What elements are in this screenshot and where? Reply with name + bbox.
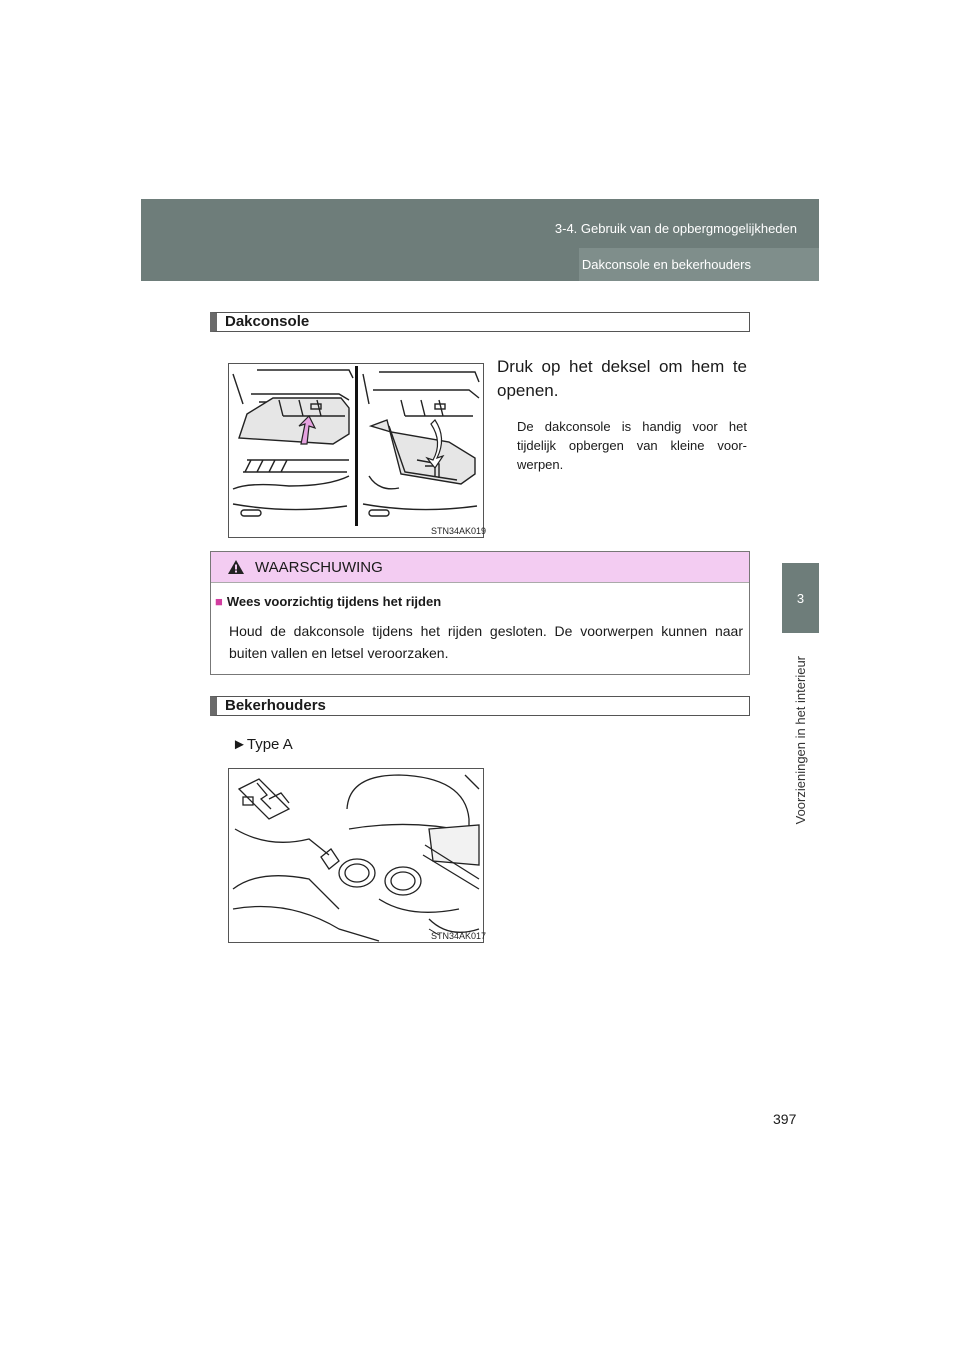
warning-body: Houd de dakconsole tijdens het rijden gesloten. De voorwerpen kunnen naar buiten vallen en letsel veroorzaken. (229, 623, 743, 661)
warning-box (210, 551, 750, 675)
type-label (232, 736, 293, 753)
chapter-tab-number: 3 (782, 563, 819, 633)
section-title-text: Dakconsole en bekerhouders (581, 257, 751, 272)
instruction-text: Druk op het deksel om hem te openen. (497, 357, 747, 400)
bekerhouders-figure (228, 768, 487, 943)
bullet-square-icon: ■ (215, 594, 223, 609)
note-text: De dakconsole is handig voor het tijdelijk opbergen van kleine voor-werpen. (517, 419, 747, 472)
overhead-console-illustration (229, 364, 483, 537)
type-label-text: Type A (246, 736, 293, 753)
figure-code: STN34AK017 (431, 931, 487, 941)
pointer-triangle-icon: ► (232, 736, 247, 753)
page-number: 397 (773, 1111, 797, 1127)
chapter-tab-label (782, 640, 819, 840)
bekerhouders-heading: Bekerhouders (210, 696, 750, 716)
figure-code: STN34AK019 (431, 526, 487, 536)
dakconsole-heading: Dakconsole (210, 312, 750, 332)
warning-header (211, 552, 749, 583)
warning-triangle-icon (227, 559, 245, 575)
cup-holder-illustration (229, 769, 483, 942)
dakconsole-figure (228, 363, 487, 538)
chapter-tab-label-text: Voorzieningen in het interieur (793, 655, 808, 825)
chapter-title: 3-4. Gebruik van de opbergmogelijkheden (554, 221, 797, 236)
warning-subheading (215, 594, 441, 609)
warning-title: WAARSCHUWING (255, 558, 383, 576)
section-title (579, 248, 819, 281)
header-band (141, 199, 819, 281)
warning-subheading-text: Wees voorzichtig tijdens het rijden (226, 594, 442, 609)
